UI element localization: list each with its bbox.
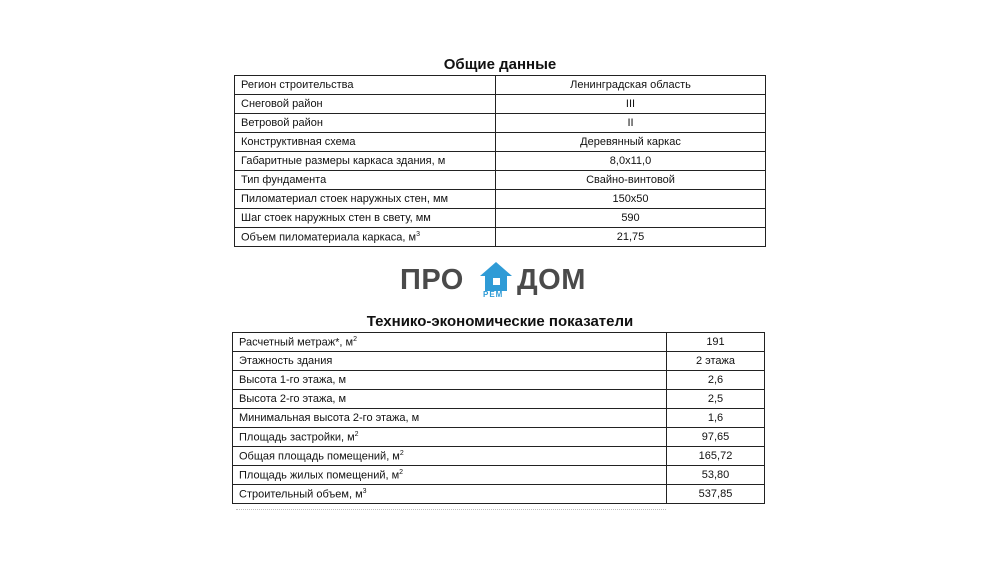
row-value: Ленинградская область — [496, 76, 766, 95]
row-label-text: Ветровой район — [241, 117, 323, 129]
row-label — [235, 209, 496, 228]
row-label-text: Минимальная высота 2-го этажа, м — [239, 412, 420, 424]
row-value: 97,65 — [667, 428, 765, 447]
table-row — [233, 333, 765, 352]
row-label — [235, 171, 496, 190]
unit-exponent: 2 — [399, 449, 404, 457]
row-label-text: Высота 2-го этажа, м — [239, 393, 347, 405]
row-label — [233, 352, 667, 371]
cut-off-footnote — [236, 507, 666, 510]
row-label — [233, 371, 667, 390]
table-row — [235, 152, 766, 171]
row-label — [235, 190, 496, 209]
row-value: 1,6 — [667, 409, 765, 428]
table-row — [233, 409, 765, 428]
row-label — [235, 228, 496, 247]
tech-indicators-table — [232, 332, 765, 504]
row-label-text: Строительный объем, м — [239, 488, 363, 501]
logo-text-right: ДОМ — [517, 264, 586, 296]
row-value: 8,0x11,0 — [496, 152, 766, 171]
house-icon — [478, 260, 514, 294]
unit-exponent: 2 — [353, 335, 357, 343]
table-row — [235, 76, 766, 95]
unit-exponent: 2 — [354, 430, 359, 438]
row-label-text: Площадь жилых помещений, м — [239, 469, 400, 482]
row-label-text: Этажность здания — [239, 355, 333, 367]
row-value: 191 — [667, 333, 765, 352]
row-value: 165,72 — [667, 447, 765, 466]
table-row — [235, 209, 766, 228]
general-data-title: Общие данные — [443, 56, 557, 73]
table-row — [233, 466, 765, 485]
table-row — [233, 447, 765, 466]
row-label-text: Высота 1-го этажа, м — [239, 374, 347, 386]
logo-text-left: ПРО — [400, 264, 464, 296]
row-value: 150x50 — [496, 190, 766, 209]
row-label — [233, 409, 667, 428]
tech-indicators-title: Технико-экономические показатели — [366, 313, 634, 330]
table-row — [233, 390, 765, 409]
row-label — [235, 152, 496, 171]
table-row — [235, 114, 766, 133]
row-label-text: Объем пиломатериала каркаса, м — [241, 231, 417, 244]
row-label-text: Тип фундамента — [241, 174, 327, 186]
row-value: 537,85 — [667, 485, 765, 504]
row-value: 2 этажа — [667, 352, 765, 371]
row-label — [235, 133, 496, 152]
table-row — [235, 171, 766, 190]
unit-exponent: 3 — [362, 487, 367, 495]
row-value: 2,6 — [667, 371, 765, 390]
row-label — [233, 466, 667, 485]
table-row — [233, 485, 765, 504]
row-label-text: Конструктивная схема — [241, 136, 356, 148]
unit-exponent: 2 — [399, 468, 404, 476]
row-label-text: Габаритные размеры каркаса здания, м — [241, 155, 446, 167]
row-label — [235, 114, 496, 133]
row-label — [233, 390, 667, 409]
row-label-text: Шаг стоек наружных стен в свету, мм — [241, 212, 431, 224]
logo-small-text: РЕМ — [483, 290, 504, 299]
table-row — [233, 352, 765, 371]
row-label-text: Регион строительства — [241, 79, 354, 91]
row-label — [233, 485, 667, 504]
general-data-table — [234, 75, 766, 247]
row-label — [233, 428, 667, 447]
row-label-text: Расчетный метраж*, м — [239, 336, 354, 349]
row-value: Свайно-винтовой — [496, 171, 766, 190]
table-row — [235, 95, 766, 114]
row-label — [235, 76, 496, 95]
row-label — [233, 333, 667, 352]
row-value: II — [496, 114, 766, 133]
row-label-text: Снеговой район — [241, 98, 323, 110]
row-value: III — [496, 95, 766, 114]
row-value: 590 — [496, 209, 766, 228]
row-value: 2,5 — [667, 390, 765, 409]
row-label — [233, 447, 667, 466]
table-row — [233, 371, 765, 390]
row-label-text: Пиломатериал стоек наружных стен, мм — [241, 193, 449, 205]
row-label — [235, 95, 496, 114]
row-label-text: Площадь застройки, м — [239, 431, 355, 444]
table-row — [235, 228, 766, 247]
row-value: 53,80 — [667, 466, 765, 485]
unit-exponent: 3 — [416, 230, 420, 238]
row-value: 21,75 — [496, 228, 766, 247]
table-row — [235, 133, 766, 152]
table-row — [233, 428, 765, 447]
row-value: Деревянный каркас — [496, 133, 766, 152]
logo — [400, 260, 600, 300]
table-row — [235, 190, 766, 209]
row-label-text: Общая площадь помещений, м — [239, 450, 400, 463]
